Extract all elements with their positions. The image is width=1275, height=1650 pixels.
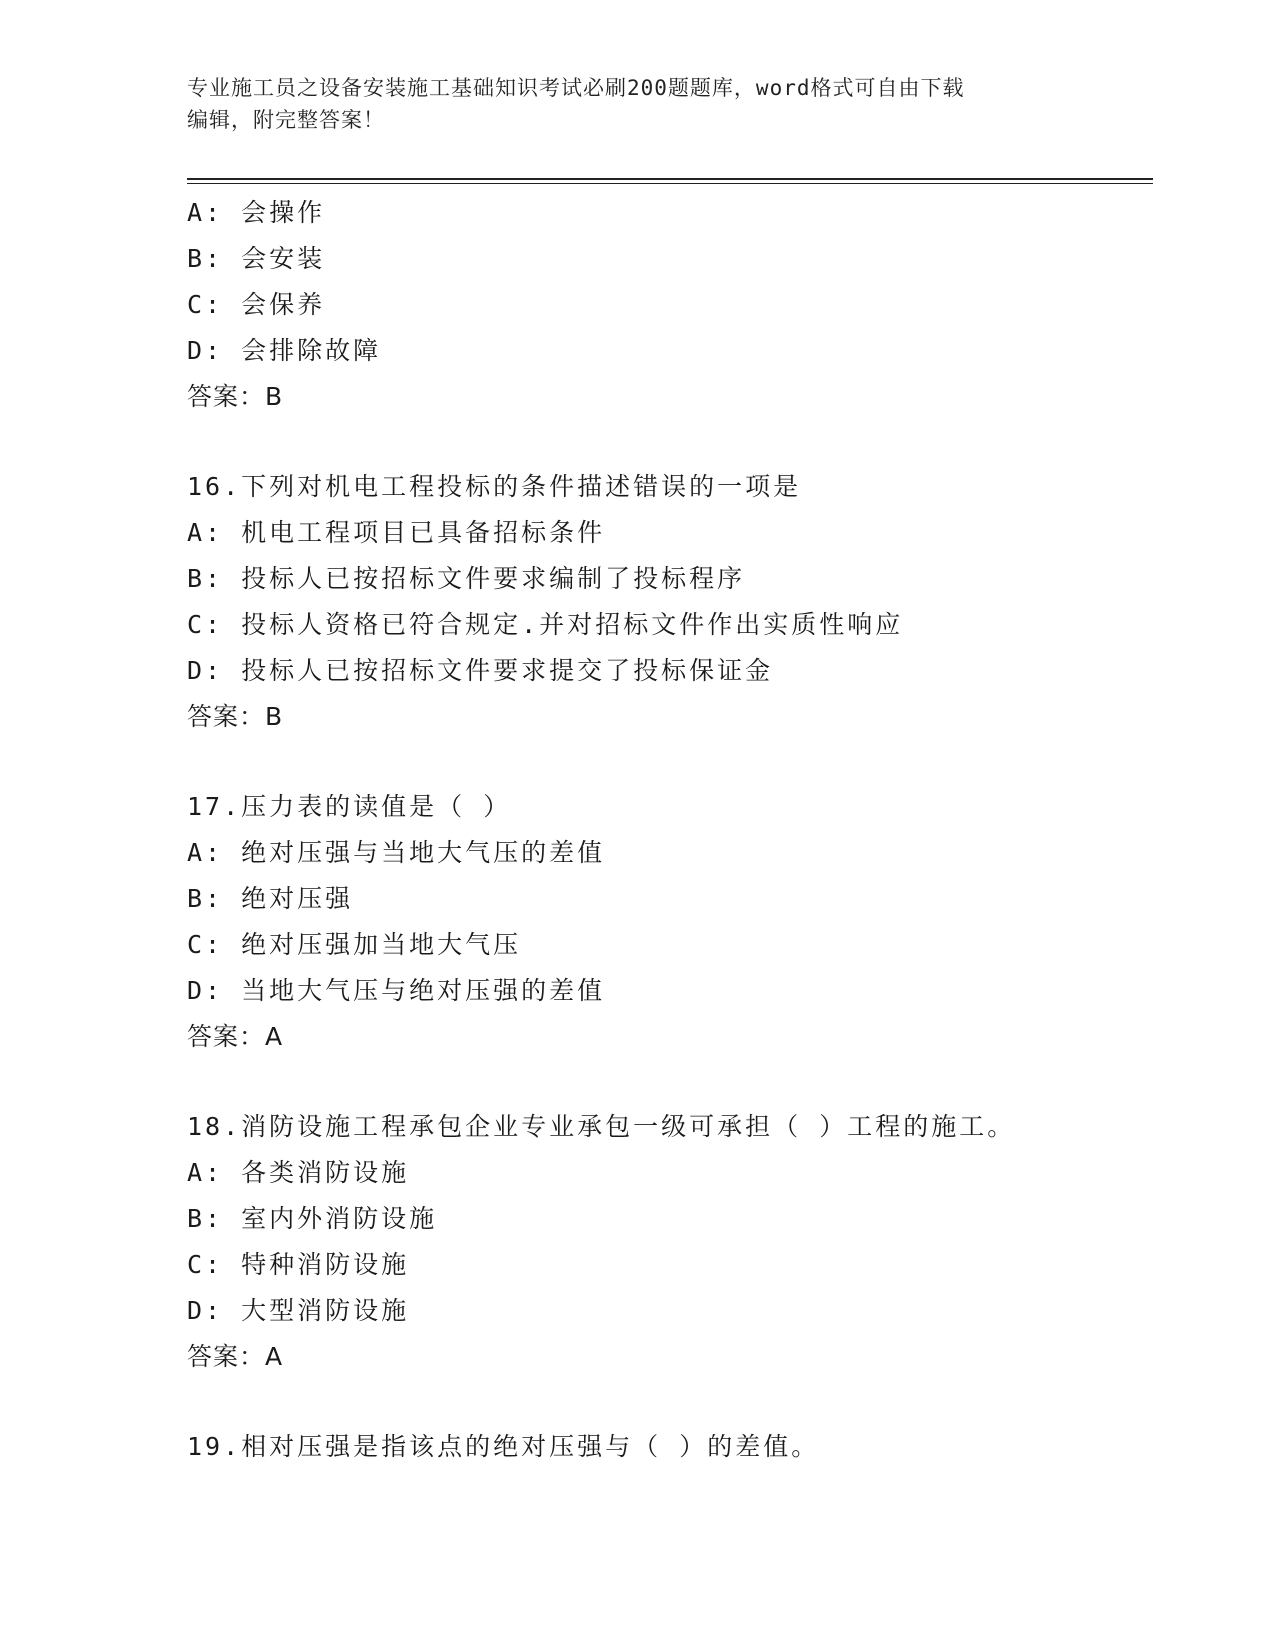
option-d: D: 会排除故障 [187, 336, 382, 365]
spacer [187, 740, 1187, 784]
option-a: A: 会操作 [187, 198, 326, 227]
question-15-continued [187, 190, 1187, 420]
question-16 [187, 464, 1187, 740]
option-d: D: 大型消防设施 [187, 1296, 410, 1325]
option-b: B: 室内外消防设施 [187, 1204, 438, 1233]
header-divider-thick [187, 178, 1153, 180]
question-stem: 19.相对压强是指该点的绝对压强与（ ）的差值。 [187, 1432, 820, 1461]
option-d: D: 投标人已按招标文件要求提交了投标保证金 [187, 656, 774, 685]
option-d: D: 当地大气压与绝对压强的差值 [187, 976, 606, 1005]
option-a: A: 绝对压强与当地大气压的差值 [187, 838, 606, 867]
answer-line: 答案：B [187, 702, 284, 731]
header-line-1: 专业施工员之设备安装施工基础知识考试必刷200题题库，word格式可自由下载 [187, 76, 965, 100]
answer-line: 答案：A [187, 1022, 284, 1051]
option-b: B: 投标人已按招标文件要求编制了投标程序 [187, 564, 746, 593]
option-c: C: 特种消防设施 [187, 1250, 410, 1279]
option-b: B: 绝对压强 [187, 884, 354, 913]
option-b: B: 会安装 [187, 244, 326, 273]
spacer [187, 1380, 1187, 1424]
question-19 [187, 1424, 1187, 1470]
question-list [187, 190, 1187, 1470]
question-stem: 18.消防设施工程承包企业专业承包一级可承担（ ）工程的施工。 [187, 1112, 1016, 1141]
option-c: C: 绝对压强加当地大气压 [187, 930, 522, 959]
question-stem: 16.下列对机电工程投标的条件描述错误的一项是 [187, 472, 802, 501]
answer-line: 答案：B [187, 382, 284, 411]
question-18 [187, 1104, 1187, 1380]
document-header [187, 72, 1067, 136]
option-c: C: 投标人资格已符合规定.并对招标文件作出实质性响应 [187, 610, 904, 639]
option-c: C: 会保养 [187, 290, 326, 319]
header-divider-thin [187, 183, 1153, 184]
question-stem: 17.压力表的读值是（ ） [187, 792, 512, 821]
option-a: A: 各类消防设施 [187, 1158, 410, 1187]
header-line-2: 编辑，附完整答案！ [187, 108, 385, 132]
answer-line: 答案：A [187, 1342, 284, 1371]
spacer [187, 1060, 1187, 1104]
question-17 [187, 784, 1187, 1060]
option-a: A: 机电工程项目已具备招标条件 [187, 518, 606, 547]
spacer [187, 420, 1187, 464]
